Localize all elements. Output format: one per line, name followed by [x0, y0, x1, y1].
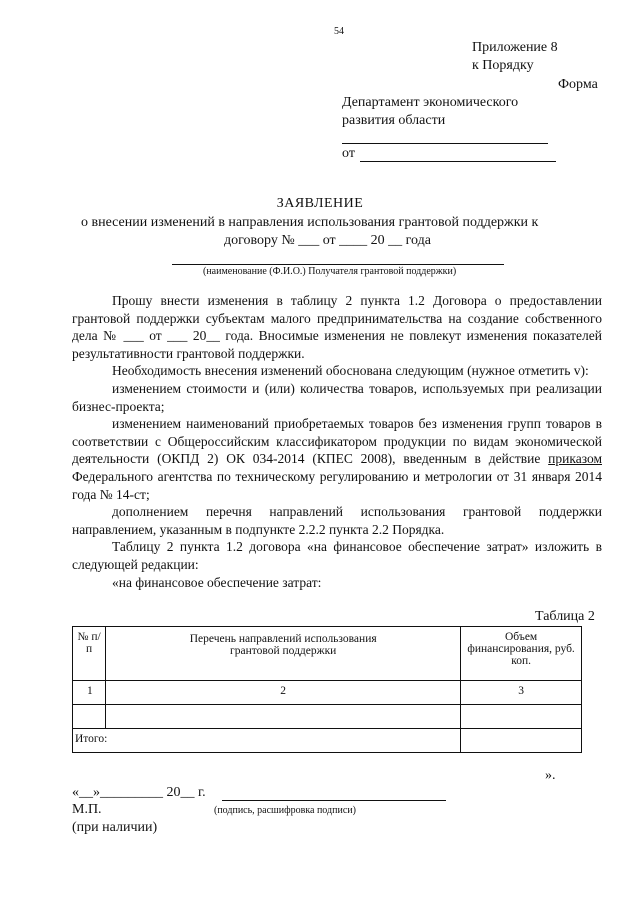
option-names-text-2: Федерального агентства по техническому регулированию и метрологии от 31 января 2014 года № 14-ст;	[72, 468, 602, 502]
total-value-cell	[461, 729, 582, 753]
paragraph-option-addition: дополнением перечня направлений использования грантовой поддержки направлением, указанным в подпункте 2.2.2 пункта 2.2 Порядка.	[72, 504, 602, 537]
table-row	[73, 705, 582, 729]
grant-table	[72, 626, 582, 753]
form-label: Форма	[558, 77, 598, 92]
to-order-label: к Порядку	[472, 58, 534, 73]
table-total-row	[73, 729, 582, 753]
recipient-blank-line	[172, 264, 504, 265]
recipient-caption: (наименование (Ф.И.О.) Получателя грантовой поддержки)	[203, 266, 457, 277]
paragraph-table-change: Таблицу 2 пункта 1.2 договора «на финансовое обеспечение затрат» изложить в следующей редакции:	[72, 539, 602, 572]
header-volume: Объем финансирования, руб. коп.	[461, 627, 582, 681]
table-header-row	[73, 627, 582, 681]
title-contract-line: договору № ___ от ____ 20 __ года	[224, 233, 431, 248]
page-number: 54	[334, 26, 344, 37]
index-cell-1: 1	[73, 681, 106, 705]
signature-line	[222, 800, 446, 801]
order-link[interactable]: приказом	[548, 451, 602, 467]
from-blank-line	[360, 161, 556, 162]
table-row	[73, 681, 582, 705]
total-label: Итого:	[73, 729, 461, 753]
option-names-text-1: изменением наименований приобретаемых товаров без изменения групп товаров в соответствии с Общероссийским классификатором продукции по видам экономической деятельности (ОКПД 2) ОК 034-2014 (КПЕС 2008), введенным в действие	[72, 416, 602, 467]
stamp-label: М.П.	[72, 802, 102, 817]
from-label: от	[342, 146, 355, 161]
department-line-2: развития области	[342, 113, 446, 128]
header-number: № п/п	[73, 627, 106, 681]
empty-cell	[461, 705, 582, 729]
paragraph-option-cost: изменением стоимости и (или) количества товаров, используемых при реализации бизнес-проекта;	[72, 380, 602, 414]
document-title: ЗАЯВЛЕНИЕ	[276, 196, 364, 211]
table-caption: Таблица 2	[535, 609, 595, 624]
empty-cell	[73, 705, 106, 729]
addressee-blank-line	[342, 143, 548, 144]
title-subject-line: о внесении изменений в направления использования грантовой поддержки к	[81, 215, 539, 230]
index-cell-2: 2	[106, 681, 461, 705]
paragraph-justification: Необходимость внесения изменений обоснована следующим (нужное отметить v):	[112, 363, 589, 379]
paragraph-new-wording: «на финансовое обеспечение затрат:	[112, 574, 322, 590]
date-field: «__»_________ 20__ г.	[72, 785, 206, 800]
stamp-note: (при наличии)	[72, 820, 158, 835]
closing-quote: ».	[545, 768, 556, 783]
paragraph-option-names	[72, 415, 602, 503]
paragraph-request: Прошу внести изменения в таблицу 2 пункта 1.2 Договора о предоставлении грантовой поддержки субъектам малого предпринимательства на создание собственного дела № ___ от ___ 20__ года. Вносимые изменения не повлекут изменения показателей результативности грантовой поддержки.	[72, 293, 602, 361]
body-text	[72, 292, 602, 591]
index-cell-3: 3	[461, 681, 582, 705]
header-directions: Перечень направлений использования грантовой поддержки	[106, 627, 461, 681]
empty-cell	[106, 705, 461, 729]
signature-caption: (подпись, расшифровка подписи)	[214, 805, 356, 816]
department-line-1: Департамент экономического	[342, 95, 519, 110]
appendix-label: Приложение 8	[472, 40, 558, 55]
